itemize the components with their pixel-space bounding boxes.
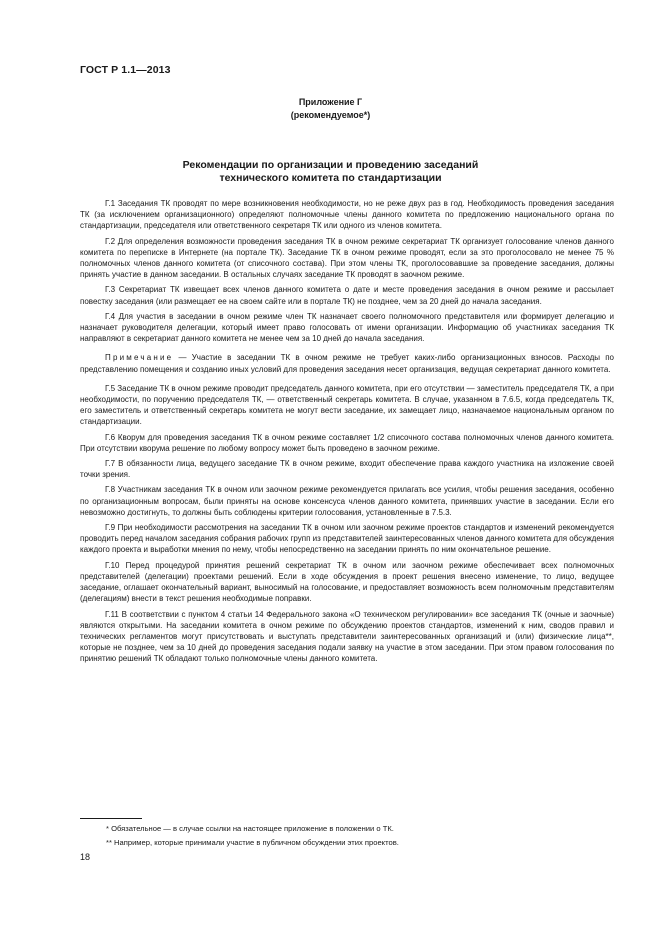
page-number: 18 xyxy=(80,852,91,862)
appendix-status: (рекомендуемое*) xyxy=(290,110,371,120)
paragraph-g7: Г.7 В обязанности лица, ведущего заседание ТК в очном режиме, входит обеспечение права каждого участника на изложение своей точки зрения. xyxy=(80,459,614,480)
footnotes xyxy=(80,822,614,849)
footnote-divider xyxy=(80,818,142,819)
paragraph-g2: Г.2 Для определения возможности проведения заседания ТК в очном режиме секретариат ТК организует голосование членов данного комитета по переписке в Интернете (на портале ТК). Заседание ТК в очном режиме проводят, если за это проголосовало не менее 75 % полномочных членов данного комитета (от списочного состава). При этом члены ТК, проголосовавшие за проведение заседания, должны принять участие в данном заседании. В остальных случаях заседание ТК проводят в заочном режиме. xyxy=(80,236,614,280)
document-title-line-1: Рекомендации по организации и проведению заседаний xyxy=(182,159,479,171)
appendix-heading xyxy=(0,96,661,122)
paragraph-g6: Г.6 Кворум для проведения заседания ТК в очном режиме составляет 1/2 списочного состава полномочных членов данного комитета. При отсутствии кворума решение по любому вопросу может быть проведено в заочном режиме. xyxy=(80,432,614,453)
note-paragraph xyxy=(80,352,614,374)
document-title-line-2: технического комитета по стандартизации xyxy=(219,172,442,184)
document-title xyxy=(0,159,661,185)
footnote-2: ** Например, которые принимали участие в публичном обсуждении этих проектов. xyxy=(106,837,399,847)
note-text: — Участие в заседании ТК в очном режиме не требует каких-либо организационных взносов. Расходы по представлению помещения и созданию иных условий для проведения заседания несет организация, ведущая секретариат данного комитета. xyxy=(80,353,614,374)
standard-header: ГОСТ Р 1.1—2013 xyxy=(80,64,171,76)
appendix-title: Приложение Г xyxy=(298,97,363,107)
footnote-1: * Обязательное — в случае ссылки на настоящее приложение в положении о ТК. xyxy=(106,824,394,833)
paragraph-g10: Г.10 Перед процедурой принятия решений секретариат ТК в очном или заочном режиме обеспечивает всех полномочных представителей (делегации) проектами решений. Если в ходе обсуждения в проект решения внесено изменение, то лицо, ведущее заседание, оглашает окончательный вариант, выносимый на голосование, и предоставляет возможность всем полномочным представителям (делегациям) внести в текст решения необходимые поправки. xyxy=(80,560,614,604)
paragraph-g3: Г.3 Секретариат ТК извещает всех членов данного комитета о дате и месте проведения заседания в очном режиме и рассылает повестку заседания (или размещает ее на своем сайте или в портале ТК) не позднее, чем за 20 дней до начала заседания. xyxy=(80,285,614,306)
paragraph-g9: Г.9 При необходимости рассмотрения на заседании ТК в очном или заочном режиме проектов стандартов и изменений рекомендуется проводить перед началом заседания собрания рабочих групп из представителей заинтересованных членов данного комитета для обсуждения каждого проекта и выработки мнения по нему, чтобы непосредственно на заседании принять по ним окончательное решение. xyxy=(80,523,615,555)
paragraph-g1: Г.1 Заседания ТК проводят по мере возникновения необходимости, но не реже двух раз в год. Необходимость проведения заседания ТК (за исключением организационного) определяют полномочные члены данного комитета по предложению национального органа по стандартизации, председателя или ответственного секретаря ТК или одного из членов комитета. xyxy=(80,199,614,231)
paragraph-g8: Г.8 Участникам заседания ТК в очном или заочном режиме рекомендуется прилагать все усилия, чтобы решения заседания, особенно по организационным вопросам, были приняты на основе консенсуса членов данного комитета, принявших участие в заседании. Если его невозможно достигнуть, то должны быть соблюдены критерии голосования, установленные в 7.5.3. xyxy=(80,485,614,517)
paragraph-g11: Г.11 В соответствии с пунктом 4 статьи 14 Федерального закона «О техническом регулировании» все заседания ТК (очные и заочные) являются открытыми. На заседании комитета в очном режиме по обсуждению проектов стандартов, изменений к ним, сводов правил и технических регламентов могут присутствовать и выступать представители заинтересованных организаций и (или) физические лица**, которые не позднее, чем за 10 дней до проведения заседания подали заявку на участие в этом заседании. При этом правом голосования по принятию решений ТК обладают только полномочные члены данного комитета. xyxy=(80,609,614,664)
paragraph-g5: Г.5 Заседание ТК в очном режиме проводит председатель данного комитета, при его отсутствии — заместитель председателя ТК, а при необходимости, по поручению председателя ТК, — ответственный секретарь комитета. В случае, указанном в 7.6.5, когда председатель ТК, его заместитель и ответственный секретарь комитета не могут вести заседание, их замещает лицо, назначаемое национальным органом по стандартизации. xyxy=(80,383,614,427)
note-label: Примечание xyxy=(105,353,174,363)
body-text xyxy=(80,198,614,669)
paragraph-g4: Г.4 Для участия в заседании в очном режиме член ТК назначает своего полномочного представителя или формирует делегацию и назначает руководителя делегации, который имеет право голосовать от имени организации. Информацию об участниках заседания ТК направляют в секретариат данного комитета не менее чем за 10 дней до начала заседания. xyxy=(80,311,614,344)
